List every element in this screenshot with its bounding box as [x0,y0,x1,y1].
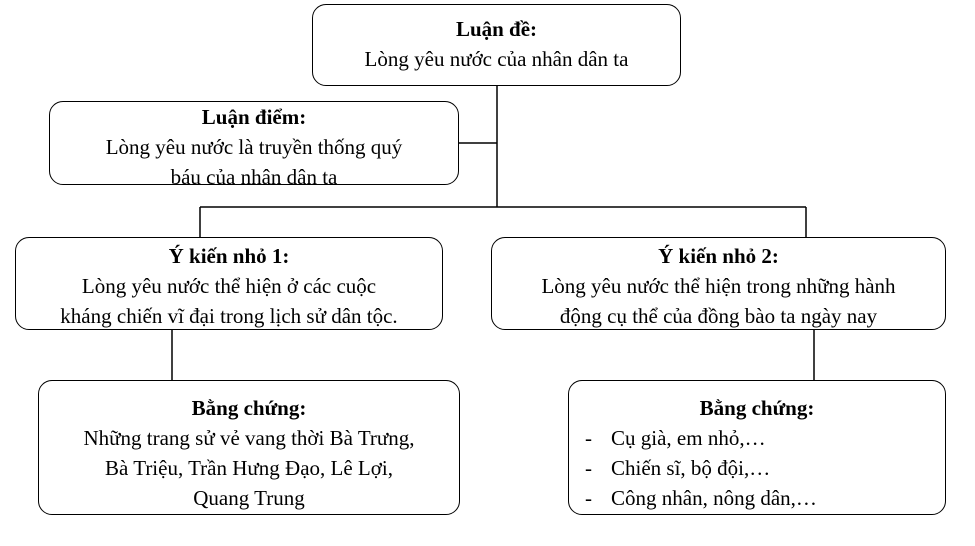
argument-box [49,101,459,189]
evidence-1-line-1: Những trang sử vẻ vang thời Bà Trưng, [83,426,415,450]
evidence-2-title: Bằng chứng: [699,396,815,420]
evidence-2-box [568,380,946,515]
evidence-1-title: Bằng chứng: [191,396,307,420]
list-item [585,483,945,513]
thesis-text: Lòng yêu nước của nhân dân ta [364,47,629,71]
bullet-dash: - [585,456,592,480]
evidence-2-item-1: Cụ già, em nhỏ,… [611,426,766,450]
argument-line-1: Lòng yêu nước là truyền thống quý [105,135,403,159]
list-item [585,453,945,483]
bullet-dash: - [585,426,592,450]
evidence-2-item-3: Công nhân, nông dân,… [611,486,817,510]
evidence-1-line-2: Bà Triệu, Trần Hưng Đạo, Lê Lợi, [105,456,393,480]
idea-2-line-2: động cụ thể của đồng bào ta ngày nay [559,304,878,328]
idea-1-box [15,237,443,330]
evidence-1-box [38,380,460,515]
thesis-box [312,4,681,86]
idea-2-line-1: Lòng yêu nước thể hiện trong những hành [541,274,896,298]
argument-title: Luận điểm: [201,105,307,129]
idea-1-title: Ý kiến nhỏ 1: [168,244,290,268]
idea-1-line-1: Lòng yêu nước thể hiện ở các cuộc [81,274,377,298]
idea-1-line-2: kháng chiến vĩ đại trong lịch sử dân tộc. [60,304,398,328]
idea-2-title: Ý kiến nhỏ 2: [658,244,779,268]
evidence-2-list [569,423,945,513]
idea-2-box [491,237,946,330]
evidence-1-line-3: Quang Trung [193,486,305,510]
list-item [585,423,945,453]
thesis-title: Luận đề: [455,17,538,41]
evidence-2-item-2: Chiến sĩ, bộ đội,… [611,456,771,480]
bullet-dash: - [585,486,592,510]
argument-line-2: báu của nhân dân ta [170,165,338,189]
